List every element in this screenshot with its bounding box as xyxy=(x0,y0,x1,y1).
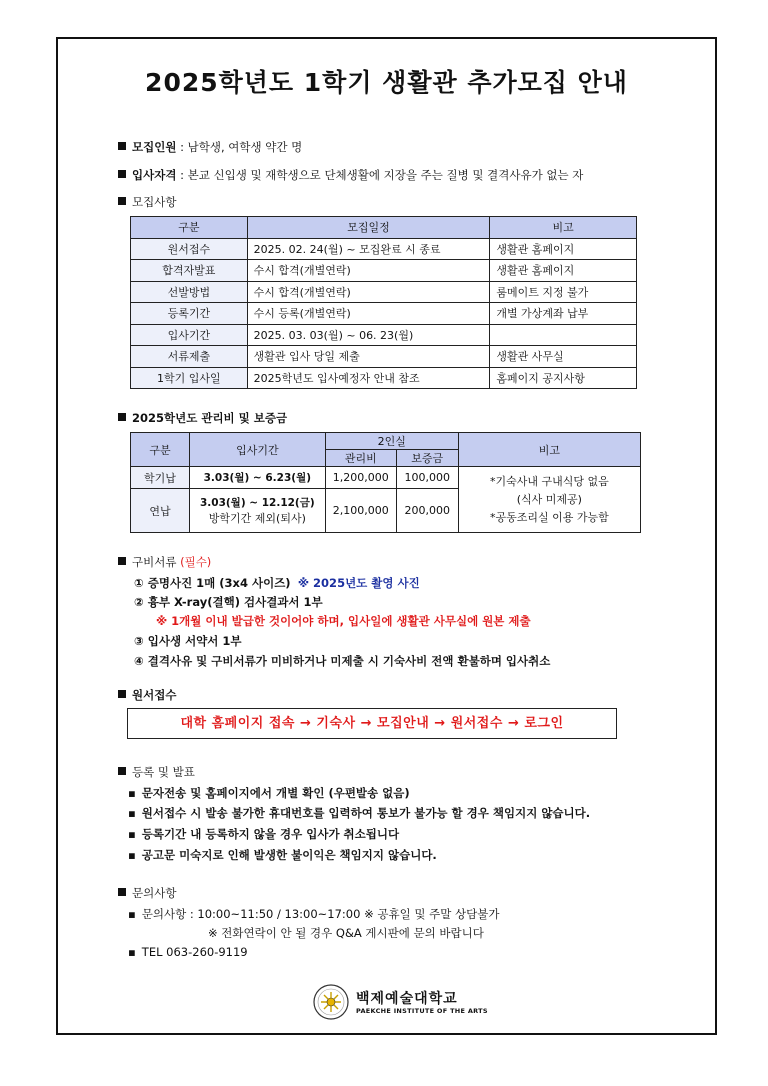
recruit-value: : 남학생, 여학생 약간 명 xyxy=(180,140,303,154)
header-type: 구분 xyxy=(131,433,190,467)
square-bullet-icon xyxy=(118,413,126,421)
registration-label: 등록 및 발표 xyxy=(132,765,195,779)
row-schedule: 수시 합격(개별연락) xyxy=(247,260,490,282)
fee-amount: 1,200,000 xyxy=(325,467,396,489)
table-row xyxy=(131,467,641,489)
registration-item: ▪ 원서접수 시 발송 불가한 휴대번호를 입력하여 통보가 불가능 할 경우 책임지지 않습니다. xyxy=(128,805,590,821)
deposit-amount: 100,000 xyxy=(396,467,458,489)
registration-item: ▪ 문자전송 및 홈페이지에서 개별 확인 (우편발송 없음) xyxy=(128,785,410,801)
row-note: 홈페이지 공지사항 xyxy=(490,367,637,389)
fees-label: 2025학년도 관리비 및 보증금 xyxy=(132,411,288,425)
row-note: 개별 가상계좌 납부 xyxy=(490,303,637,325)
table-header-row xyxy=(131,217,637,239)
row-label: 합격자발표 xyxy=(131,260,248,282)
university-english-name: PAEKCHE INSTITUTE OF THE ARTS xyxy=(356,1007,488,1015)
table-row xyxy=(131,303,637,325)
fees-table xyxy=(130,432,641,533)
fee-type: 연납 xyxy=(131,489,190,533)
university-name: 백제예술대학교 xyxy=(356,991,458,1007)
square-bullet-icon xyxy=(118,690,126,698)
inquiry-label: 문의사항 xyxy=(132,886,177,900)
docs-required: (필수) xyxy=(180,555,212,569)
header-fee: 관리비 xyxy=(325,450,396,467)
deposit-amount: 200,000 xyxy=(396,489,458,533)
header-period: 입사기간 xyxy=(189,433,325,467)
fee-period xyxy=(189,489,325,533)
header-room: 2인실 xyxy=(325,433,458,450)
fee-note xyxy=(458,467,640,533)
docs-item-1-note: ※ 2025년도 촬영 사진 xyxy=(297,576,420,590)
docs-item-4: ④ 결격사유 및 구비서류가 미비하거나 미제출 시 기숙사비 전액 환불하며 입사취소 xyxy=(134,654,551,668)
apply-heading xyxy=(118,687,176,703)
inquiry-tel: ▪ TEL 063-260-9119 xyxy=(128,945,248,959)
docs-heading xyxy=(118,554,211,570)
square-bullet-icon xyxy=(118,767,126,775)
docs-item-1-text: ① 증명사진 1매 (3x4 사이즈) xyxy=(134,576,291,590)
row-note: 생활관 홈페이지 xyxy=(490,238,637,260)
row-label: 선발방법 xyxy=(131,281,248,303)
registration-heading xyxy=(118,764,195,780)
fee-type: 학기납 xyxy=(131,467,190,489)
fee-amount: 2,100,000 xyxy=(325,489,396,533)
table-row xyxy=(131,260,637,282)
recruit-line xyxy=(118,139,302,155)
header-cell: 모집일정 xyxy=(247,217,490,239)
header-deposit: 보증금 xyxy=(396,450,458,467)
recruit-details-table xyxy=(130,216,637,389)
eligibility-label: 입사자격 xyxy=(132,168,177,182)
square-bullet-icon xyxy=(118,197,126,205)
details-heading xyxy=(118,194,176,210)
university-emblem-icon xyxy=(313,984,349,1020)
table-row xyxy=(131,367,637,389)
row-label: 등록기간 xyxy=(131,303,248,325)
row-label: 1학기 입사일 xyxy=(131,367,248,389)
page-title: 2025학년도 1학기 생활관 추가모집 안내 xyxy=(145,68,628,97)
period-line: 3.03(월) ~ 12.12(금) xyxy=(199,496,315,509)
header-note: 비고 xyxy=(458,433,640,467)
row-schedule: 2025. 02. 24(월) ~ 모집완료 시 종료 xyxy=(247,238,490,260)
docs-item-3: ③ 입사생 서약서 1부 xyxy=(134,634,242,648)
inquiry-hours: ▪ 문의사항 : 10:00~11:50 / 13:00~17:00 ※ 공휴일 및 주말 상담불가 xyxy=(128,906,499,922)
eligibility-line xyxy=(118,167,583,183)
square-bullet-icon xyxy=(118,888,126,896)
note-line: *기숙사내 구내식당 없음 xyxy=(489,474,609,488)
docs-item-1 xyxy=(134,575,420,591)
note-line: (식사 미제공) xyxy=(516,492,582,506)
table-row xyxy=(131,238,637,260)
square-bullet-icon xyxy=(118,170,126,178)
registration-item: ▪ 등록기간 내 등록하지 않을 경우 입사가 취소됩니다 xyxy=(128,826,399,842)
inquiry-heading xyxy=(118,885,176,901)
fee-period: 3.03(월) ~ 6.23(월) xyxy=(189,467,325,489)
table-row xyxy=(131,346,637,368)
apply-flow-box: 대학 홈페이지 접속 → 기숙사 → 모집안내 → 원서접수 → 로그인 xyxy=(127,708,617,739)
row-schedule: 생활관 입사 당일 제출 xyxy=(247,346,490,368)
header-cell: 구분 xyxy=(131,217,248,239)
table-row xyxy=(131,324,637,346)
period-line: 방학기간 제외(퇴사) xyxy=(208,511,306,525)
row-schedule: 2025. 03. 03(월) ~ 06. 23(월) xyxy=(247,324,490,346)
fees-header-row xyxy=(131,433,641,450)
row-label: 원서접수 xyxy=(131,238,248,260)
inquiry-qa: ※ 전화연락이 안 될 경우 Q&A 게시판에 문의 바랍니다 xyxy=(208,926,484,940)
row-note xyxy=(490,324,637,346)
header-cell: 비고 xyxy=(490,217,637,239)
row-schedule: 수시 등록(개별연락) xyxy=(247,303,490,325)
row-label: 서류제출 xyxy=(131,346,248,368)
square-bullet-icon xyxy=(118,557,126,565)
row-note: 생활관 홈페이지 xyxy=(490,260,637,282)
docs-item-2-note: ※ 1개월 이내 발급한 것이어야 하며, 입사일에 생활관 사무실에 원본 제출 xyxy=(156,614,531,628)
row-note: 생활관 사무실 xyxy=(490,346,637,368)
docs-item-2: ② 흉부 X-ray(결핵) 검사결과서 1부 xyxy=(134,595,323,609)
note-line: *공동조리실 이용 가능함 xyxy=(489,510,609,524)
eligibility-value: : 본교 신입생 및 재학생으로 단체생활에 지장을 주는 질병 및 결격사유가 없는 자 xyxy=(180,168,584,182)
row-schedule: 수시 합격(개별연락) xyxy=(247,281,490,303)
table-row xyxy=(131,281,637,303)
docs-label: 구비서류 xyxy=(132,555,177,569)
recruit-label: 모집인원 xyxy=(132,140,177,154)
registration-item: ▪ 공고문 미숙지로 인해 발생한 불이익은 책임지지 않습니다. xyxy=(128,847,437,863)
fees-heading xyxy=(118,410,287,426)
square-bullet-icon xyxy=(118,142,126,150)
row-schedule: 2025학년도 입사예정자 안내 참조 xyxy=(247,367,490,389)
details-label: 모집사항 xyxy=(132,195,177,209)
row-label: 입사기간 xyxy=(131,324,248,346)
row-note: 룸메이트 지정 불가 xyxy=(490,281,637,303)
apply-label: 원서접수 xyxy=(132,688,177,702)
